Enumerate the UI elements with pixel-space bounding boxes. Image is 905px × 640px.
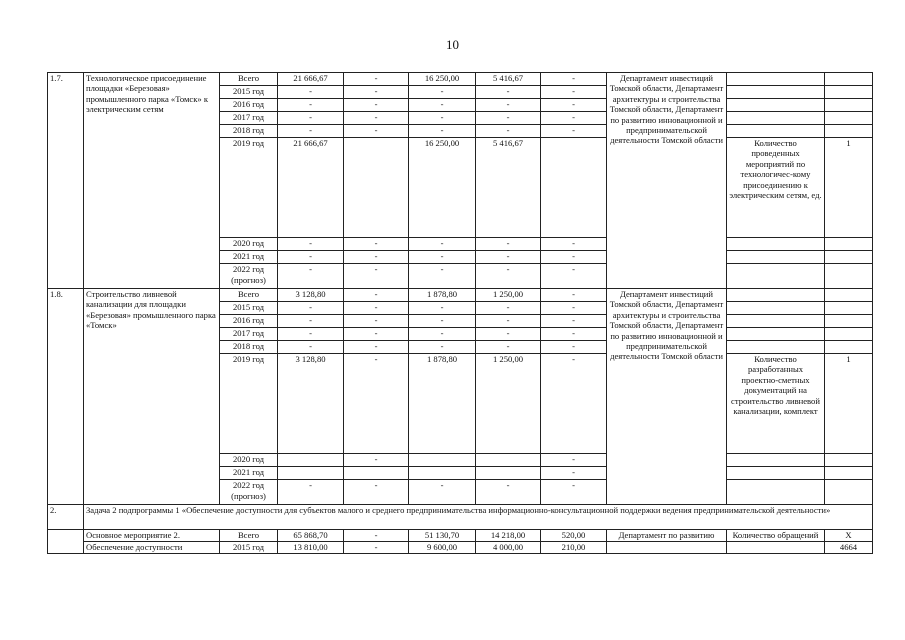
value-cell: - [541, 480, 607, 505]
value-cell [409, 454, 476, 467]
year-cell: 2015 год [220, 86, 278, 99]
year-cell: 2018 год [220, 125, 278, 138]
indicator-value-cell [825, 341, 873, 354]
indicator-cell [727, 315, 825, 328]
value-cell: 1 250,00 [476, 354, 541, 454]
value-cell: - [409, 238, 476, 251]
year-cell: 2015 год [220, 302, 278, 315]
value-cell: - [541, 73, 607, 86]
value-cell: - [344, 125, 409, 138]
year-cell: 2019 год [220, 354, 278, 454]
total-cell [278, 454, 344, 467]
value-cell: - [344, 530, 409, 542]
indicator-value-cell [825, 289, 873, 302]
value-cell: 4 000,00 [476, 542, 541, 554]
value-cell: - [476, 264, 541, 289]
indicator-value-cell: 4664 [825, 542, 873, 554]
total-cell: - [278, 315, 344, 328]
total-cell: - [278, 112, 344, 125]
total-cell: - [278, 99, 344, 112]
indicator-value-cell [825, 302, 873, 315]
indicator-cell: Количество разработанных проектно-сметных документаций на строительство ливневой канализации, комплект [727, 354, 825, 454]
total-cell: - [278, 264, 344, 289]
value-cell: 16 250,00 [409, 138, 476, 238]
value-cell: - [344, 86, 409, 99]
value-cell: - [344, 73, 409, 86]
indicator-value-cell [825, 99, 873, 112]
value-cell: - [344, 289, 409, 302]
total-cell: 21 666,67 [278, 73, 344, 86]
year-cell: Всего [220, 289, 278, 302]
value-cell: - [409, 125, 476, 138]
indicator-cell [727, 302, 825, 315]
indicator-value-cell [825, 251, 873, 264]
year-cell: 2021 год [220, 467, 278, 480]
value-cell: - [344, 341, 409, 354]
indicator-cell [727, 86, 825, 99]
event-name: Основное мероприятие 2. [84, 530, 220, 542]
event-name: Обеспечение доступности [84, 542, 220, 554]
value-cell: 1 250,00 [476, 289, 541, 302]
value-cell: 9 600,00 [409, 542, 476, 554]
total-cell: - [278, 238, 344, 251]
value-cell: 16 250,00 [409, 73, 476, 86]
value-cell: - [409, 341, 476, 354]
value-cell: 5 416,67 [476, 138, 541, 238]
indicator-value-cell [825, 454, 873, 467]
indicator-value-cell [825, 86, 873, 99]
value-cell [476, 467, 541, 480]
total-cell: 3 128,80 [278, 354, 344, 454]
value-cell: - [344, 480, 409, 505]
year-cell: 2016 год [220, 99, 278, 112]
indicator-cell [727, 341, 825, 354]
value-cell: - [476, 125, 541, 138]
total-cell: - [278, 251, 344, 264]
indicator-cell [727, 125, 825, 138]
value-cell: - [541, 341, 607, 354]
value-cell: - [541, 328, 607, 341]
total-cell: - [278, 341, 344, 354]
event-name: Технологическое присоединение площадки «Березовая» промышленного парка «Томск» к электрическим сетям [84, 73, 220, 289]
indicator-cell [727, 480, 825, 505]
value-cell: - [344, 264, 409, 289]
value-cell: - [344, 542, 409, 554]
row-number: 1.8. [48, 289, 84, 505]
table-row [48, 542, 873, 554]
total-cell: - [278, 480, 344, 505]
value-cell: - [541, 302, 607, 315]
row-number [48, 530, 84, 554]
value-cell: 14 218,00 [476, 530, 541, 542]
indicator-cell: Количество обращений [727, 530, 825, 542]
value-cell: - [344, 315, 409, 328]
value-cell: - [409, 264, 476, 289]
indicator-value-cell [825, 480, 873, 505]
value-cell: 5 416,67 [476, 73, 541, 86]
value-cell: - [344, 328, 409, 341]
indicator-value-cell [825, 73, 873, 86]
value-cell [541, 138, 607, 238]
value-cell: - [409, 86, 476, 99]
indicator-value-cell [825, 112, 873, 125]
indicator-cell [727, 328, 825, 341]
value-cell: - [476, 480, 541, 505]
indicator-value-cell [825, 328, 873, 341]
total-cell: 13 810,00 [278, 542, 344, 554]
value-cell: 520,00 [541, 530, 607, 542]
value-cell: - [409, 315, 476, 328]
year-cell: 2022 год (прогноз) [220, 264, 278, 289]
value-cell: - [541, 125, 607, 138]
value-cell: - [476, 341, 541, 354]
value-cell: - [409, 328, 476, 341]
value-cell: - [409, 112, 476, 125]
indicator-value-cell [825, 264, 873, 289]
responsible-dept: Департамент инвестиций Томской области, Департамент архитектуры и строительства Томской области, Департамент по развитию инновационной и предпринимательской деятельности Томской области [607, 73, 727, 289]
indicator-value-cell [825, 315, 873, 328]
value-cell: - [541, 289, 607, 302]
value-cell [344, 138, 409, 238]
responsible-dept [607, 542, 727, 554]
indicator-cell [727, 73, 825, 86]
value-cell: - [476, 328, 541, 341]
year-cell: 2015 год [220, 542, 278, 554]
value-cell: - [476, 315, 541, 328]
value-cell: - [476, 112, 541, 125]
value-cell: - [541, 354, 607, 454]
value-cell: - [344, 302, 409, 315]
year-cell: Всего [220, 530, 278, 542]
indicator-value-cell: 1 [825, 354, 873, 454]
indicator-cell [727, 454, 825, 467]
total-cell: 21 666,67 [278, 138, 344, 238]
value-cell: - [476, 302, 541, 315]
indicator-value-cell: 1 [825, 138, 873, 238]
responsible-dept: Департамент по развитию [607, 530, 727, 542]
indicator-value-cell: X [825, 530, 873, 542]
indicator-cell [727, 112, 825, 125]
value-cell: - [409, 302, 476, 315]
indicator-cell [727, 99, 825, 112]
value-cell: - [344, 112, 409, 125]
year-cell: 2020 год [220, 238, 278, 251]
indicator-cell [727, 467, 825, 480]
indicator-cell [727, 251, 825, 264]
task-row [48, 505, 873, 530]
value-cell: - [344, 251, 409, 264]
table-row [48, 289, 873, 302]
value-cell: - [541, 238, 607, 251]
page-number: 10 [446, 37, 459, 52]
value-cell: - [476, 86, 541, 99]
total-cell: - [278, 302, 344, 315]
value-cell [344, 467, 409, 480]
value-cell: - [344, 454, 409, 467]
indicator-cell [727, 542, 825, 554]
value-cell: - [409, 251, 476, 264]
value-cell: - [409, 99, 476, 112]
task-description: Задача 2 подпрограммы 1 «Обеспечение доступности для субъектов малого и среднего предпринимательства информационно-консультационной поддержки ведения предпринимательской деятельности» [84, 505, 873, 530]
event-name: Строительство ливневой канализации для площадки «Березовая» промышленного парка «Томск» [84, 289, 220, 505]
value-cell: - [476, 99, 541, 112]
value-cell: 1 878,80 [409, 289, 476, 302]
program-table [47, 72, 873, 554]
indicator-cell [727, 264, 825, 289]
value-cell: - [344, 354, 409, 454]
value-cell: - [541, 264, 607, 289]
value-cell: 210,00 [541, 542, 607, 554]
value-cell [476, 454, 541, 467]
responsible-dept: Департамент инвестиций Томской области, Департамент архитектуры и строительства Томской области, Департамент по развитию инновационной и предпринимательской деятельности Томской области [607, 289, 727, 505]
table-row [48, 73, 873, 86]
indicator-value-cell [825, 238, 873, 251]
indicator-cell [727, 238, 825, 251]
year-cell: 2022 год (прогноз) [220, 480, 278, 505]
total-cell: - [278, 125, 344, 138]
total-cell: - [278, 86, 344, 99]
indicator-value-cell [825, 125, 873, 138]
row-number: 1.7. [48, 73, 84, 289]
total-cell [278, 467, 344, 480]
indicator-cell: Количество проведенных мероприятий по технологичес-кому присоединению к электрическим сетям, ед. [727, 138, 825, 238]
value-cell: - [344, 99, 409, 112]
value-cell: - [541, 467, 607, 480]
value-cell: - [541, 315, 607, 328]
indicator-value-cell [825, 467, 873, 480]
year-cell: Всего [220, 73, 278, 86]
total-cell: 3 128,80 [278, 289, 344, 302]
table-row [48, 530, 873, 542]
year-cell: 2021 год [220, 251, 278, 264]
year-cell: 2017 год [220, 328, 278, 341]
year-cell: 2016 год [220, 315, 278, 328]
value-cell: - [541, 86, 607, 99]
value-cell: - [541, 251, 607, 264]
value-cell: - [541, 454, 607, 467]
value-cell: - [344, 238, 409, 251]
total-cell: - [278, 328, 344, 341]
value-cell: - [476, 251, 541, 264]
value-cell: 1 878,80 [409, 354, 476, 454]
value-cell: - [541, 99, 607, 112]
total-cell: 65 868,70 [278, 530, 344, 542]
value-cell [409, 467, 476, 480]
value-cell: - [476, 238, 541, 251]
year-cell: 2020 год [220, 454, 278, 467]
row-number: 2. [48, 505, 84, 530]
value-cell: - [541, 112, 607, 125]
year-cell: 2018 год [220, 341, 278, 354]
year-cell: 2017 год [220, 112, 278, 125]
year-cell: 2019 год [220, 138, 278, 238]
indicator-cell [727, 289, 825, 302]
value-cell: 51 130,70 [409, 530, 476, 542]
value-cell: - [409, 480, 476, 505]
